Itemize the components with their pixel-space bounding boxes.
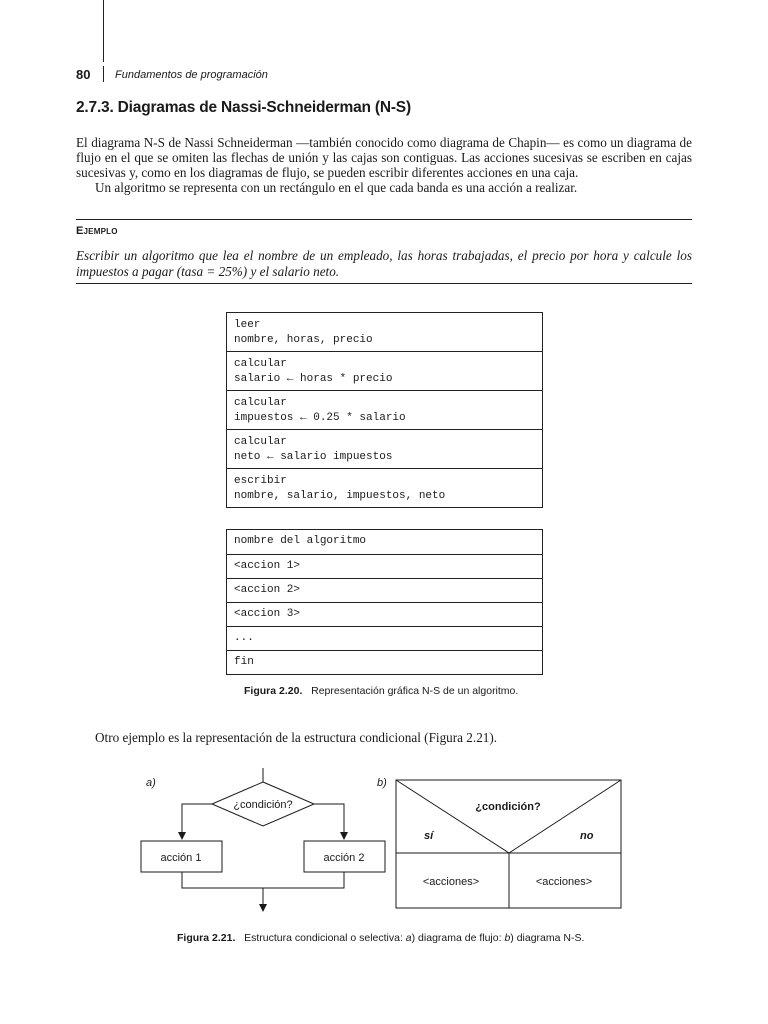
ns-condition-label: ¿condición?	[475, 801, 541, 813]
figure-caption-text-middle: ) diagrama de flujo:	[411, 932, 505, 944]
ns-row-detail: neto ← salario impuestos	[234, 451, 393, 463]
action-1-label: acción 1	[160, 852, 202, 864]
ns-row	[227, 468, 542, 507]
ns-actions-left: <acciones>	[422, 876, 480, 888]
flow-arrow-right	[314, 804, 344, 836]
flow-arrow-left	[182, 804, 212, 836]
header-vertical-rule-lower	[103, 66, 104, 82]
section-title: 2.7.3. Diagramas de Nassi-Schneiderman (N-S)	[76, 99, 411, 116]
decision-label: ¿condición?	[233, 799, 293, 811]
ns-diagram-generic	[226, 529, 543, 675]
ns-yes-label: sí	[424, 830, 434, 842]
paragraph-conditional: Otro ejemplo es la representación de la estructura condicional (Figura 2.21).	[95, 730, 498, 745]
ns-row-verb: calcular	[234, 397, 287, 409]
figure-caption-a: a	[405, 932, 412, 944]
header-vertical-rule	[103, 0, 104, 62]
book-title: Fundamentos de programación	[115, 69, 268, 81]
ns-row-verb: escribir	[234, 475, 287, 487]
figure-caption-text-a: Estructura condicional o selectiva:	[244, 932, 406, 944]
example-text: Escribir un algoritmo que lea el nombre de un empleado, las horas trabajadas, el precio por hora y calcule los impuestos a pagar (tasa = 25%) y el salario neto.	[76, 248, 692, 279]
paragraph-intro: El diagrama N-S de Nassi Schneiderman —también conocido como diagrama de Chapin— es como un diagrama de flujo en el que se omiten las flechas de unión y las cajas son contiguas. Las acciones sucesivas se escriben en cajas sucesivas y, como en los diagramas de flujo, se pueden escribir diferentes acciones en una caja.	[76, 135, 692, 180]
ns-generic-row: <accion 3>	[227, 602, 542, 626]
ns-row-verb: calcular	[234, 358, 287, 370]
ns-generic-row: <accion 2>	[227, 578, 542, 602]
figure-caption-b: b	[504, 932, 511, 944]
ns-row-verb: calcular	[234, 436, 287, 448]
ns-row-detail: impuestos ← 0.25 * salario	[234, 412, 406, 424]
example-top-rule	[76, 219, 692, 220]
ns-conditional-panel-label: b)	[377, 777, 387, 789]
page-number: 80	[76, 67, 91, 82]
figure-label: Figura 2.20.	[244, 685, 303, 697]
example-bottom-rule	[76, 283, 692, 284]
figure-caption-text: Representación gráfica N-S de un algoritmo.	[311, 685, 519, 697]
ns-row-verb: leer	[234, 319, 261, 331]
ns-row	[227, 429, 542, 468]
figure-2-21-caption	[177, 932, 584, 944]
ns-row-detail: salario ← horas * precio	[234, 373, 393, 385]
ns-no-label: no	[580, 830, 594, 842]
figure-2-21-diagrams	[0, 760, 768, 930]
ns-generic-row: nombre del algoritmo	[234, 535, 367, 547]
ns-actions-right: <acciones>	[535, 876, 593, 888]
flow-merge-line	[182, 872, 344, 888]
figure-2-20-caption	[244, 685, 518, 697]
ns-generic-row: <accion 1>	[227, 554, 542, 578]
action-2-label: acción 2	[323, 852, 365, 864]
ns-diagram-example	[226, 312, 543, 508]
paragraph-algorithm: Un algoritmo se representa con un rectángulo en el que cada banda es una acción a realizar.	[95, 180, 578, 195]
ns-row-detail: nombre, horas, precio	[234, 334, 373, 346]
example-label: Ejemplo	[76, 225, 118, 237]
ns-row	[227, 390, 542, 429]
ns-row-detail: nombre, salario, impuestos, neto	[234, 490, 446, 502]
ns-generic-row: fin	[227, 650, 542, 674]
flowchart-panel-label: a)	[146, 777, 156, 789]
figure-label: Figura 2.21.	[177, 932, 236, 944]
figure-caption-text-end: ) diagrama N-S.	[510, 932, 585, 944]
ns-row	[227, 351, 542, 390]
ns-generic-row: ...	[227, 626, 542, 650]
ns-row	[227, 313, 542, 351]
